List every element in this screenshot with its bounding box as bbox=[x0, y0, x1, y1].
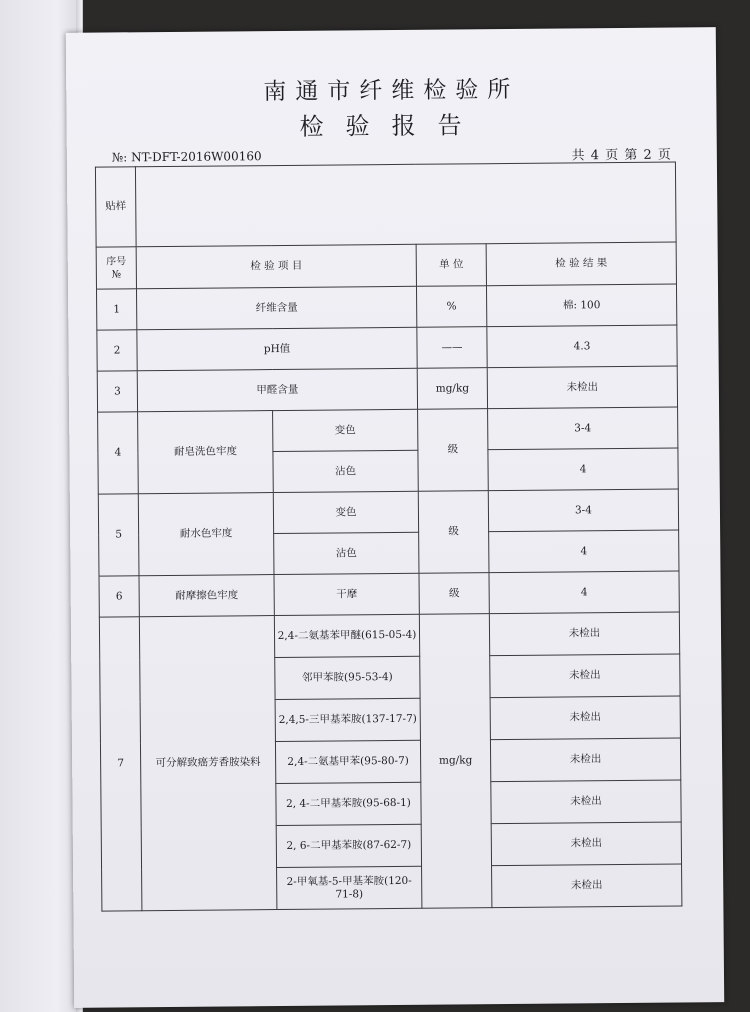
row-subitem: 2-甲氧基-5-甲基苯胺(120-71-8) bbox=[277, 866, 422, 909]
table-row bbox=[99, 612, 679, 659]
row-unit: mg/kg bbox=[419, 614, 492, 909]
inspection-table bbox=[95, 162, 682, 912]
report-page bbox=[66, 27, 724, 1008]
header-row bbox=[96, 242, 676, 289]
row-result: 未检出 bbox=[490, 696, 680, 740]
table-row bbox=[97, 325, 677, 371]
table-row bbox=[97, 366, 677, 412]
row-unit: mg/kg bbox=[417, 368, 487, 410]
row-subitem: 干摩 bbox=[274, 573, 419, 615]
row-item: 纤维含量 bbox=[136, 286, 416, 329]
row-subitem: 2, 6-二甲基苯胺(87-62-7) bbox=[276, 824, 421, 867]
table-row bbox=[96, 284, 676, 330]
row-result: 3-4 bbox=[488, 489, 678, 532]
sample-area bbox=[135, 162, 676, 247]
row-result: 未检出 bbox=[490, 654, 680, 698]
row-number: 7 bbox=[99, 617, 142, 911]
row-result: 未检出 bbox=[489, 612, 679, 656]
row-number: 4 bbox=[98, 412, 139, 494]
sample-label: 贴样 bbox=[95, 167, 136, 247]
row-subitem: 2,4-二氨基甲苯(95-80-7) bbox=[275, 740, 420, 783]
row-result: 4 bbox=[489, 530, 679, 573]
row-number: 2 bbox=[97, 330, 137, 371]
seq-header bbox=[96, 247, 136, 289]
table-row bbox=[99, 571, 679, 617]
report-number: №: NT-DFT-2016W00160 bbox=[111, 149, 262, 165]
row-result: 棉: 100 bbox=[486, 284, 676, 327]
row-item: 耐摩擦色牢度 bbox=[139, 575, 274, 617]
row-unit: % bbox=[416, 286, 486, 328]
row-result: 未检出 bbox=[491, 822, 681, 866]
row-number: 6 bbox=[99, 576, 139, 617]
sample-row bbox=[95, 162, 676, 247]
table-row bbox=[98, 407, 678, 453]
row-subitem: 邻甲苯胺(95-53-4) bbox=[275, 656, 420, 699]
row-number: 3 bbox=[97, 371, 137, 412]
report-title: 检验报告 bbox=[299, 111, 484, 141]
row-item: 耐皂洗色牢度 bbox=[138, 411, 274, 494]
row-unit: 级 bbox=[419, 573, 489, 615]
row-subitem: 2,4,5-三甲基苯胺(137-17-7) bbox=[275, 698, 420, 741]
item-header: 检 验 项 目 bbox=[136, 244, 416, 288]
seq-header-sub: № bbox=[111, 268, 122, 280]
row-unit: 级 bbox=[418, 491, 489, 574]
table-row bbox=[98, 489, 678, 535]
result-header: 检 验 结 果 bbox=[486, 242, 676, 286]
row-result: 未检出 bbox=[490, 738, 680, 782]
row-result: 未检出 bbox=[492, 864, 682, 908]
organization-name: 南通市纤维检验所 bbox=[263, 76, 520, 106]
row-item: 甲醛含量 bbox=[137, 368, 417, 411]
row-item: pH值 bbox=[137, 327, 417, 370]
row-number: 5 bbox=[98, 494, 139, 576]
unit-header: 单 位 bbox=[416, 244, 486, 287]
row-result: 4.3 bbox=[487, 325, 677, 368]
row-unit: —— bbox=[417, 327, 487, 369]
row-item: 耐水色牢度 bbox=[138, 493, 274, 576]
row-subitem: 2, 4-二甲基苯胺(95-68-1) bbox=[276, 782, 421, 825]
row-number: 1 bbox=[96, 289, 136, 330]
row-subitem: 沾色 bbox=[273, 450, 418, 492]
row-unit: 级 bbox=[418, 409, 489, 492]
row-result: 未检出 bbox=[487, 366, 677, 409]
row-result: 未检出 bbox=[491, 780, 681, 824]
row-item: 可分解致癌芳香胺染料 bbox=[139, 616, 277, 911]
row-result: 4 bbox=[489, 571, 679, 614]
row-subitem: 2,4-二氨基苯甲醚(615-05-4) bbox=[274, 614, 419, 657]
page-count: 共 4 页 第 2 页 bbox=[571, 147, 672, 164]
row-result: 3-4 bbox=[488, 407, 678, 450]
row-result: 4 bbox=[488, 448, 678, 491]
row-subitem: 变色 bbox=[273, 409, 418, 451]
row-subitem: 沾色 bbox=[274, 532, 419, 574]
row-subitem: 变色 bbox=[273, 491, 418, 533]
seq-header-label: 序号 bbox=[106, 255, 127, 268]
